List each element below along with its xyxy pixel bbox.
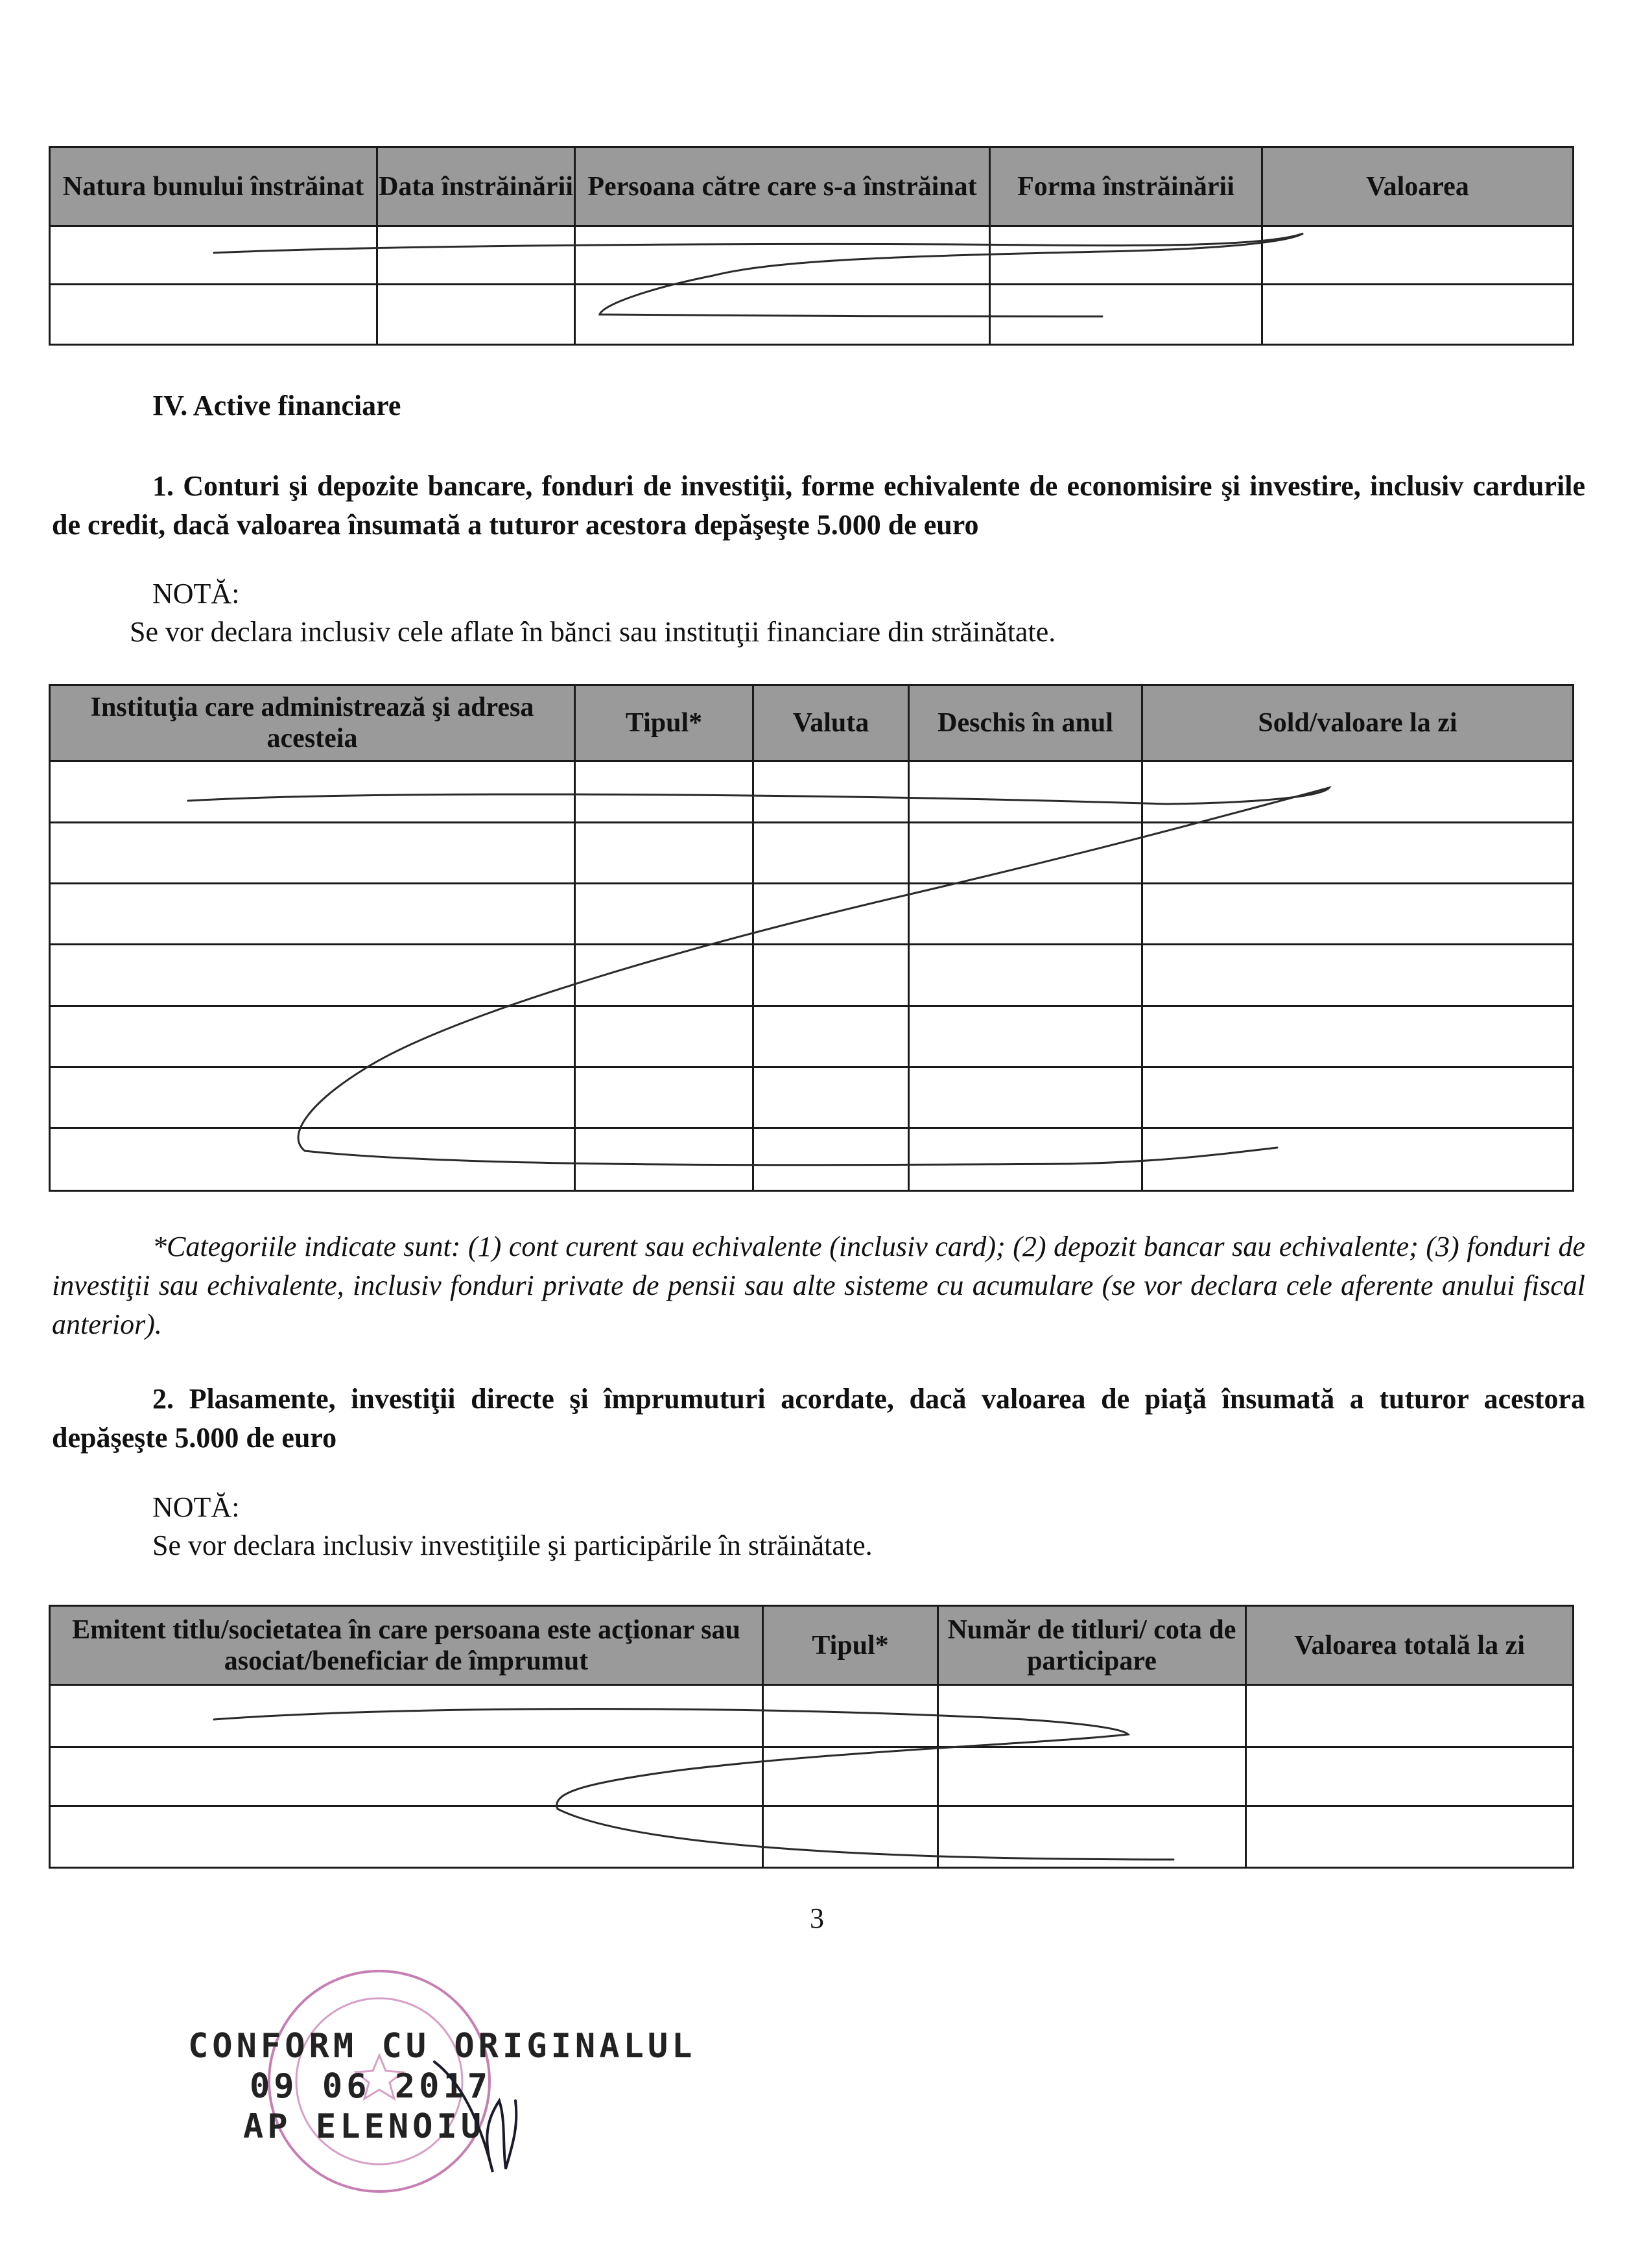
table-cell <box>1246 1685 1574 1747</box>
stamp-text-line2: 09 06 2017 <box>250 2067 492 2106</box>
header-natura-bunului: Natura bunului înstrăinat <box>50 147 377 226</box>
table-cell <box>1246 1747 1574 1806</box>
table-cell <box>990 226 1262 285</box>
item1-note-text: Se vor declara inclusiv cele aflate în bănci sau instituţii financiare din străinătate. <box>130 616 1056 648</box>
table-cell <box>753 761 909 823</box>
table-cell <box>753 1067 909 1128</box>
item1-note-label: NOTĂ: <box>152 578 240 609</box>
table-cell <box>990 285 1262 345</box>
table-cell <box>50 761 575 823</box>
table-cell <box>377 285 575 345</box>
table-row <box>50 285 1574 345</box>
table-cell <box>938 1685 1246 1747</box>
table-cell <box>50 1067 575 1128</box>
table-cell <box>1142 945 1574 1006</box>
stamp-text-line3: AP ELENOIU <box>243 2107 486 2146</box>
table-cell <box>50 1685 763 1747</box>
table-cell <box>909 761 1142 823</box>
table-cell <box>1142 1006 1574 1067</box>
table-cell <box>763 1806 938 1868</box>
table-row <box>50 884 1574 945</box>
table-cell <box>909 823 1142 884</box>
table-row <box>50 945 1574 1006</box>
header-tipul: Tipul* <box>763 1606 938 1685</box>
table-cell <box>938 1806 1246 1868</box>
header-institutia: Instituţia care administrează şi adresa acesteia <box>50 685 575 761</box>
table-cell <box>1262 226 1574 285</box>
table-row <box>50 823 1574 884</box>
header-valuta: Valuta <box>753 685 909 761</box>
table-row <box>50 1128 1574 1191</box>
table-row <box>50 1067 1574 1128</box>
table-cell <box>575 945 753 1006</box>
table-row <box>50 761 1574 823</box>
table-cell <box>1142 1067 1574 1128</box>
header-valoarea-totala: Valoarea totală la zi <box>1246 1606 1574 1685</box>
table-cell <box>753 1006 909 1067</box>
table-cell <box>1246 1806 1574 1868</box>
table-cell <box>50 1128 575 1191</box>
table-cell <box>753 884 909 945</box>
table-cell <box>575 1006 753 1067</box>
table-cell <box>50 884 575 945</box>
header-numar-titluri: Număr de titluri/ cota de participare <box>938 1606 1246 1685</box>
table-cell <box>1142 823 1574 884</box>
signature <box>421 2023 525 2179</box>
table-cell <box>50 945 575 1006</box>
header-data-instrainarii: Data înstrăinării <box>377 147 575 226</box>
table-cell <box>575 884 753 945</box>
table-cell <box>909 945 1142 1006</box>
table-cell <box>753 1128 909 1191</box>
table-cell <box>575 823 753 884</box>
header-deschis-in-anul: Deschis în anul <box>909 685 1142 761</box>
table-cell <box>50 823 575 884</box>
section-title: IV. Active financiare <box>152 390 401 421</box>
header-sold: Sold/valoare la zi <box>1142 685 1574 761</box>
categories-footnote: *Categoriile indicate sunt: (1) cont curent sau echivalente (inclusiv card); (2) depozit bancar sau echivalente; (3) fonduri de investiţii sau echivalente, inclusiv fonduri private de pensii sau alte sisteme cu acumulare (se vor declara cele aferente anului fiscal anterior). <box>52 1231 1585 1340</box>
table-cell <box>50 1006 575 1067</box>
table-row <box>50 1806 1574 1868</box>
investments-table <box>49 1605 1574 1869</box>
table-cell <box>575 226 990 285</box>
header-tipul: Tipul* <box>575 685 753 761</box>
table-cell <box>575 1128 753 1191</box>
table-cell <box>909 884 1142 945</box>
table-cell <box>909 1067 1142 1128</box>
header-forma-instrainarii: Forma înstrăinării <box>990 147 1262 226</box>
bank-accounts-table <box>49 684 1574 1192</box>
table-cell <box>753 945 909 1006</box>
table-cell <box>575 1067 753 1128</box>
table-row <box>50 1685 1574 1747</box>
table-cell <box>50 1806 763 1868</box>
page-number: 3 <box>810 1902 824 1934</box>
table-cell <box>1142 1128 1574 1191</box>
table-cell <box>909 1128 1142 1191</box>
table-cell <box>50 285 377 345</box>
item2-description: 2. Plasamente, investiţii directe şi împrumuturi acordate, dacă valoarea de piaţă însumată a tuturor acestora depăşeşte 5.000 de euro <box>52 1383 1585 1454</box>
alienated-goods-table <box>49 146 1574 346</box>
table-cell <box>377 226 575 285</box>
table-cell <box>938 1747 1246 1806</box>
table-cell <box>763 1685 938 1747</box>
item1-description: 1. Conturi şi depozite bancare, fonduri de investiţii, forme echivalente de economisire şi investire, inclusiv cardurile de credit, dacă valoarea însumată a tuturor acestora depăşeşte 5.000 de euro <box>52 470 1585 541</box>
table-row <box>50 1747 1574 1806</box>
table-cell <box>909 1006 1142 1067</box>
table-cell <box>1142 761 1574 823</box>
header-persoana: Persoana către care s-a înstrăinat <box>575 147 990 226</box>
table-row <box>50 1006 1574 1067</box>
header-valoarea: Valoarea <box>1262 147 1574 226</box>
table-row <box>50 226 1574 285</box>
table-cell <box>575 285 990 345</box>
table-cell <box>753 823 909 884</box>
table-cell <box>763 1747 938 1806</box>
table-cell <box>1262 285 1574 345</box>
item2-note-label: NOTĂ: <box>152 1491 240 1523</box>
table-cell <box>1142 884 1574 945</box>
stamp-text-line1: CONFORM CU ORIGINALUL <box>188 2027 696 2066</box>
table-cell <box>50 1747 763 1806</box>
item2-note-text: Se vor declara inclusiv investiţiile şi participările în străinătate. <box>152 1530 873 1561</box>
header-emitent: Emitent titlu/societatea în care persoana este acţionar sau asociat/beneficiar de împrumut <box>50 1606 763 1685</box>
table-cell <box>50 226 377 285</box>
table-cell <box>575 761 753 823</box>
